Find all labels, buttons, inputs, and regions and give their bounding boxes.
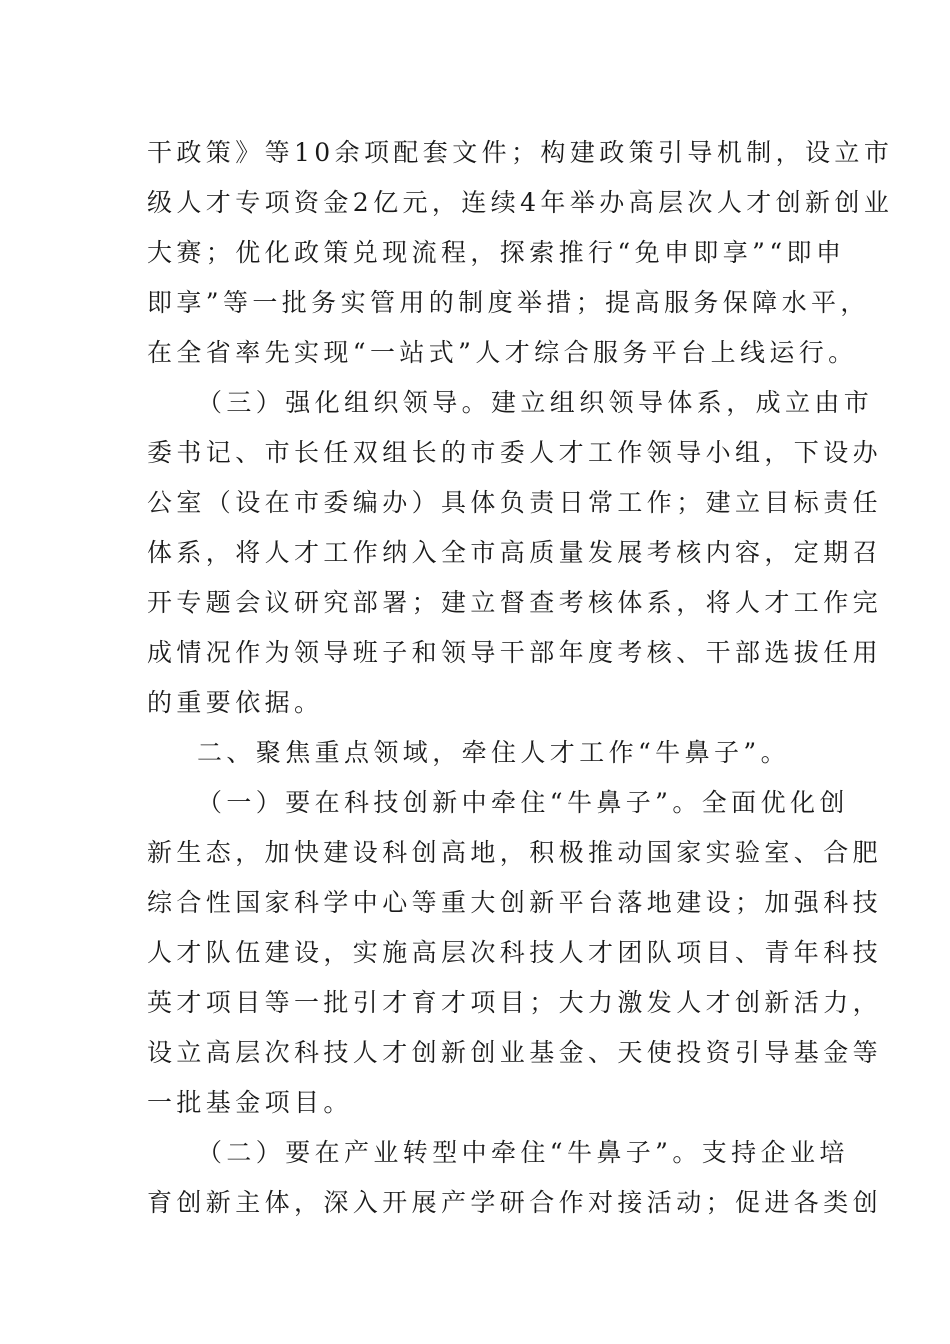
paragraph-start-line: （三）强化组织领导。建立组织领导体系，成立由市 [197,388,874,417]
text-line: 即享”等一批务实管用的制度举措；提高服务保障水平， [147,288,870,317]
text-line: 干政策》等10余项配套文件；构建政策引导机制，设立市 [147,138,894,167]
text-line: 的重要依据。 [147,688,324,717]
text-line: 设立高层次科技人才创新创业基金、天使投资引导基金等 [147,1038,883,1067]
text-line: 体系，将人才工作纳入全市高质量发展考核内容，定期召 [147,538,883,567]
text-line: 新生态，加快建设科创高地，积极推动国家实验室、合肥 [147,838,883,867]
text-line: 在全省率先实现“一站式”人才综合服务平台上线运行。 [147,338,858,367]
text-line: 英才项目等一批引才育才项目；大力激发人才创新活力， [147,988,883,1017]
text-line: 成情况作为领导班子和领导干部年度考核、干部选拔任用 [147,638,883,667]
text-line: 开专题会议研究部署；建立督查考核体系，将人才工作完 [147,588,883,617]
paragraph-start-line: （一）要在科技创新中牵住“牛鼻子”。全面优化创 [197,788,849,817]
text-line: 一批基金项目。 [147,1088,353,1117]
text-line: 委书记、市长任双组长的市委人才工作领导小组，下设办 [147,438,883,467]
text-line: 综合性国家科学中心等重大创新平台落地建设；加强科技 [147,888,883,917]
text-line: 级人才专项资金2亿元，连续4年举办高层次人才创新创业 [147,188,894,217]
text-line: 大赛；优化政策兑现流程，探索推行“免申即享”“即申 [147,238,846,267]
paragraph-start-line: （二）要在产业转型中牵住“牛鼻子”。支持企业培 [197,1138,849,1167]
section-heading: 二、聚焦重点领域，牵住人才工作“牛鼻子”。 [197,738,790,767]
text-line: 公室（设在市委编办）具体负责日常工作；建立目标责任 [147,488,883,517]
text-line: 人才队伍建设，实施高层次科技人才团队项目、青年科技 [147,938,883,967]
text-line: 育创新主体，深入开展产学研合作对接活动；促进各类创 [147,1188,883,1217]
